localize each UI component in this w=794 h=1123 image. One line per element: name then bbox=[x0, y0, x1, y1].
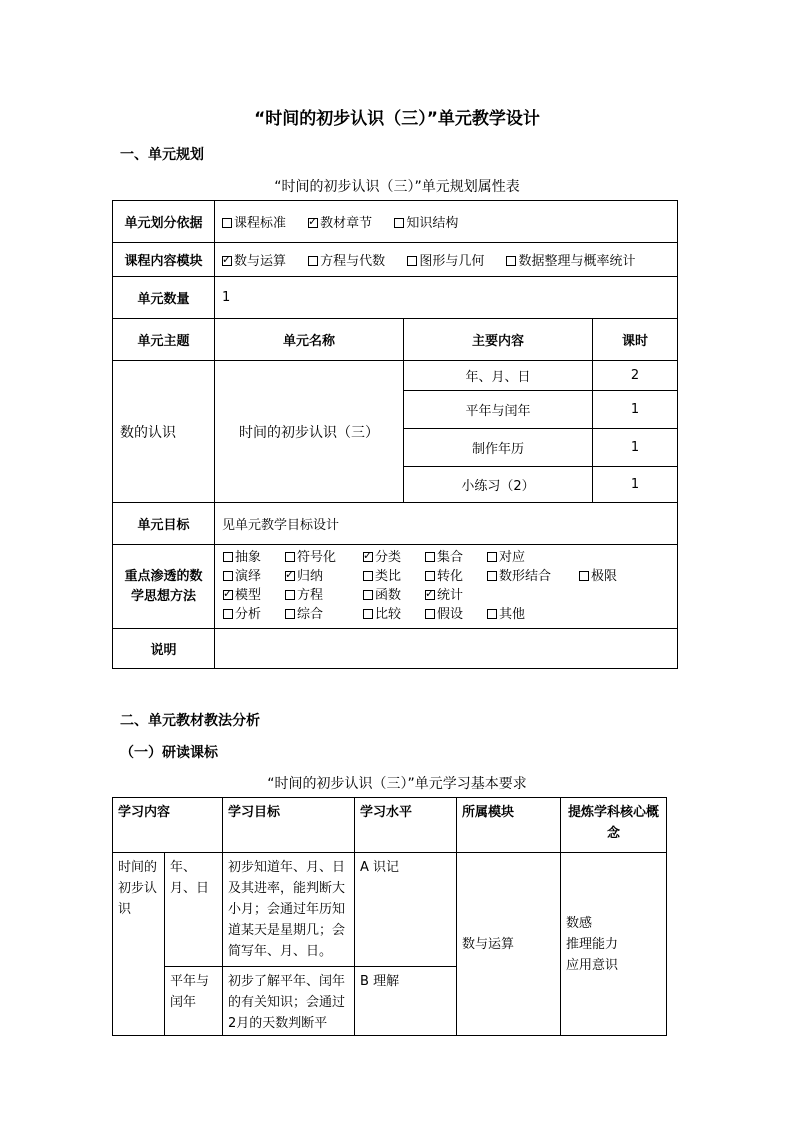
unit-name-value: 时间的初步认识（三） bbox=[215, 361, 404, 503]
method-empty bbox=[487, 588, 579, 604]
hours-cell: 1 bbox=[593, 391, 678, 429]
header-core: 提炼学科核心概念 bbox=[561, 798, 667, 853]
module-options bbox=[215, 243, 678, 277]
option-label: 分类 bbox=[375, 550, 402, 565]
option-label: 课程标准 bbox=[234, 216, 287, 231]
checkbox-icon[interactable] bbox=[223, 609, 233, 619]
method-option[interactable] bbox=[223, 607, 285, 623]
option-label: 假设 bbox=[437, 607, 464, 622]
checkbox-icon[interactable] bbox=[363, 609, 373, 619]
option-label: 比较 bbox=[375, 607, 402, 622]
goal-value: 见单元教学目标设计 bbox=[215, 503, 678, 545]
methods-row bbox=[113, 545, 678, 629]
methods-grid bbox=[215, 550, 677, 623]
methods-label-line: 重点渗透的数 bbox=[124, 568, 203, 584]
module-label: 课程内容模块 bbox=[113, 243, 215, 277]
option-label: 数形结合 bbox=[499, 569, 552, 584]
core-concept: 数感 bbox=[566, 915, 593, 931]
option-label: 综合 bbox=[297, 607, 324, 622]
core-concept: 应用意识 bbox=[566, 957, 619, 973]
header-content: 学习内容 bbox=[113, 798, 223, 853]
table2-header-row bbox=[113, 798, 667, 853]
option-label: 对应 bbox=[499, 550, 526, 565]
option-label: 极限 bbox=[591, 569, 618, 584]
document-title: “时间的初步认识（三）”单元教学设计 bbox=[254, 109, 540, 129]
option-label: 统计 bbox=[437, 588, 464, 603]
option-label: 符号化 bbox=[297, 550, 337, 565]
module-option[interactable] bbox=[222, 250, 286, 269]
methods-label bbox=[113, 545, 215, 629]
basis-row bbox=[113, 201, 678, 243]
option-label: 转化 bbox=[437, 569, 464, 584]
content-row bbox=[113, 361, 678, 391]
content-cell: 年、月、日 bbox=[404, 361, 593, 391]
note-value bbox=[215, 629, 678, 669]
content-cell: 小练习（2） bbox=[404, 467, 593, 503]
basis-option[interactable] bbox=[222, 212, 286, 231]
method-option[interactable] bbox=[285, 607, 363, 623]
option-label: 抽象 bbox=[235, 550, 262, 565]
table2-row bbox=[113, 853, 667, 967]
method-option[interactable] bbox=[487, 550, 579, 566]
goal-cell bbox=[223, 967, 355, 1036]
checkbox-icon[interactable] bbox=[363, 571, 373, 581]
checkbox-icon[interactable] bbox=[285, 552, 295, 562]
level-cell: B 理解 bbox=[355, 967, 457, 1036]
method-empty bbox=[579, 607, 639, 623]
count-label: 单元数量 bbox=[113, 277, 215, 319]
option-label: 归纳 bbox=[297, 569, 324, 584]
checkbox-icon[interactable] bbox=[223, 571, 233, 581]
module-row bbox=[113, 243, 678, 277]
option-label: 图形与几何 bbox=[419, 254, 485, 269]
option-label: 模型 bbox=[235, 588, 262, 603]
method-option[interactable] bbox=[223, 588, 285, 604]
section-heading-2: 二、单元教材教法分析 bbox=[120, 713, 260, 729]
subsection-heading: （一）研读课标 bbox=[120, 745, 218, 761]
method-option[interactable] bbox=[285, 569, 363, 585]
note-row bbox=[113, 629, 678, 669]
basis-options bbox=[215, 201, 678, 243]
theme-value: 数的认识 bbox=[113, 361, 215, 503]
option-label: 其他 bbox=[499, 607, 526, 622]
method-option[interactable] bbox=[285, 588, 363, 604]
table1-caption: “时间的初步认识（三）”单元规划属性表 bbox=[274, 179, 520, 195]
topic-cell: 时间的初步认识 bbox=[113, 853, 165, 1036]
header-level: 学习水平 bbox=[355, 798, 457, 853]
checkbox-icon[interactable] bbox=[487, 609, 497, 619]
core-concept: 推理能力 bbox=[566, 936, 619, 952]
checkbox-icon[interactable] bbox=[425, 609, 435, 619]
count-value: 1 bbox=[215, 277, 678, 319]
checkbox-icon[interactable] bbox=[223, 590, 233, 600]
header-theme: 单元主题 bbox=[113, 319, 215, 361]
checkbox-icon[interactable] bbox=[394, 218, 404, 228]
checkbox-icon[interactable] bbox=[308, 218, 318, 228]
basis-option[interactable] bbox=[308, 212, 372, 231]
unit-planning-table bbox=[112, 200, 678, 669]
option-label: 分析 bbox=[235, 607, 262, 622]
header-module: 所属模块 bbox=[457, 798, 561, 853]
option-label: 函数 bbox=[375, 588, 402, 603]
header-content: 主要内容 bbox=[404, 319, 593, 361]
goal-row bbox=[113, 503, 678, 545]
goal-label: 单元目标 bbox=[113, 503, 215, 545]
methods-options bbox=[215, 545, 678, 629]
header-row bbox=[113, 319, 678, 361]
module-cell: 数与运算 bbox=[457, 853, 561, 1036]
count-row bbox=[113, 277, 678, 319]
checkbox-icon[interactable] bbox=[285, 590, 295, 600]
option-label: 教材章节 bbox=[320, 216, 373, 231]
method-option[interactable] bbox=[425, 569, 487, 585]
header-name: 单元名称 bbox=[215, 319, 404, 361]
checkbox-icon[interactable] bbox=[425, 571, 435, 581]
header-hours: 课时 bbox=[593, 319, 678, 361]
checkbox-icon[interactable] bbox=[363, 590, 373, 600]
section-heading-1: 一、单元规划 bbox=[120, 147, 204, 163]
method-option[interactable] bbox=[425, 607, 487, 623]
note-label: 说明 bbox=[113, 629, 215, 669]
method-option[interactable] bbox=[487, 607, 579, 623]
checkbox-icon[interactable] bbox=[363, 552, 373, 562]
subtopic-cell: 年、月、日 bbox=[165, 853, 223, 967]
option-label: 演绎 bbox=[235, 569, 262, 584]
method-option[interactable] bbox=[363, 607, 425, 623]
option-label: 知识结构 bbox=[406, 216, 459, 231]
hours-cell: 1 bbox=[593, 467, 678, 503]
level-cell: A 识记 bbox=[355, 853, 457, 967]
hours-cell: 2 bbox=[593, 361, 678, 391]
checkbox-icon[interactable] bbox=[579, 571, 589, 581]
learning-requirements-table bbox=[112, 797, 667, 1036]
checkbox-icon[interactable] bbox=[222, 218, 232, 228]
method-option[interactable] bbox=[487, 569, 579, 585]
method-option[interactable] bbox=[579, 569, 639, 585]
content-cell: 制作年历 bbox=[404, 429, 593, 467]
option-label: 数与运算 bbox=[234, 254, 287, 269]
header-goal: 学习目标 bbox=[223, 798, 355, 853]
method-option[interactable] bbox=[425, 588, 487, 604]
checkbox-icon[interactable] bbox=[487, 552, 497, 562]
option-label: 数据整理与概率统计 bbox=[518, 254, 636, 269]
core-cell bbox=[561, 853, 667, 1036]
checkbox-icon[interactable] bbox=[222, 256, 232, 266]
module-option[interactable] bbox=[407, 250, 484, 269]
checkbox-icon[interactable] bbox=[285, 609, 295, 619]
method-option[interactable] bbox=[363, 550, 425, 566]
basis-option[interactable] bbox=[394, 212, 458, 231]
checkbox-icon[interactable] bbox=[487, 571, 497, 581]
basis-label: 单元划分依据 bbox=[113, 201, 215, 243]
method-option[interactable] bbox=[363, 569, 425, 585]
option-label: 方程 bbox=[297, 588, 324, 603]
option-label: 集合 bbox=[437, 550, 464, 565]
method-option[interactable] bbox=[363, 588, 425, 604]
method-empty bbox=[579, 588, 639, 604]
method-option[interactable] bbox=[285, 550, 363, 566]
checkbox-icon[interactable] bbox=[425, 552, 435, 562]
module-option[interactable] bbox=[506, 250, 635, 269]
content-cell: 平年与闰年 bbox=[404, 391, 593, 429]
method-option[interactable] bbox=[223, 569, 285, 585]
method-empty bbox=[579, 550, 639, 566]
subtopic-cell: 平年与闰年 bbox=[165, 967, 223, 1036]
option-label: 类比 bbox=[375, 569, 402, 584]
goal-cell: 初步知道年、月、日及其进率，能判断大小月；会通过年历知道某天是星期几；会简写年、月、日。 bbox=[223, 853, 355, 967]
checkbox-icon[interactable] bbox=[223, 552, 233, 562]
option-label: 方程与代数 bbox=[320, 254, 386, 269]
table2-caption: “时间的初步认识（三）”单元学习基本要求 bbox=[267, 776, 527, 792]
checkbox-icon[interactable] bbox=[425, 590, 435, 600]
method-option[interactable] bbox=[223, 550, 285, 566]
checkbox-icon[interactable] bbox=[285, 571, 295, 581]
module-option[interactable] bbox=[308, 250, 385, 269]
checkbox-icon[interactable] bbox=[308, 256, 318, 266]
goal-text: 初步了解平年、闰年的有关知识；会通过2月的天数判断平 bbox=[228, 974, 346, 1031]
methods-label-line: 学思想方法 bbox=[130, 588, 196, 604]
checkbox-icon[interactable] bbox=[407, 256, 417, 266]
hours-cell: 1 bbox=[593, 429, 678, 467]
checkbox-icon[interactable] bbox=[506, 256, 516, 266]
method-option[interactable] bbox=[425, 550, 487, 566]
